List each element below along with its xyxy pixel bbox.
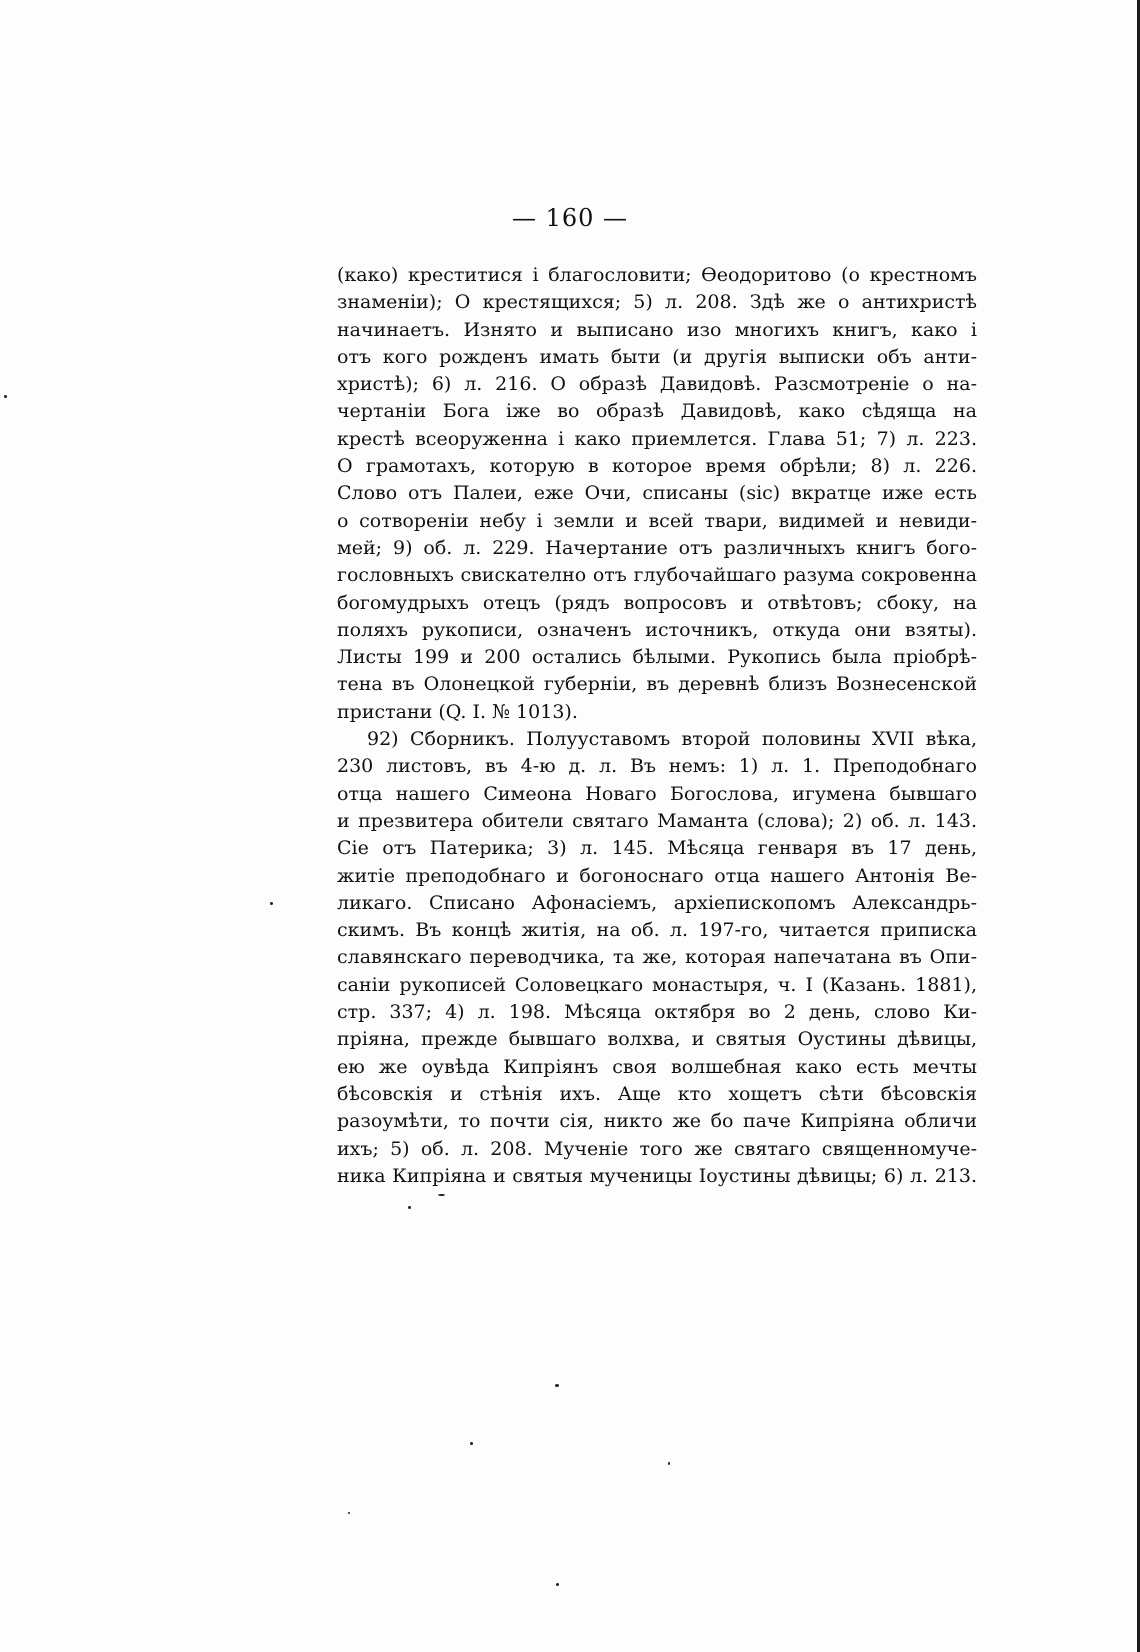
text-line: саніи рукописей Соловецкаго монастыря, ч. I (Казань. 1881), [337, 973, 977, 996]
text-line: 92) Сборникъ. Полууставомъ второй половины XVII вѣка, [367, 728, 977, 751]
body-text [337, 262, 977, 1190]
text-line: гословныхъ свискателно отъ глубочайшаго разума сокровенна [337, 564, 977, 587]
text-line: скимъ. Въ концѣ житія, на об. л. 197-го, читается приписка [337, 919, 977, 942]
text-line: крестѣ всеоруженна і како приемлется. Глава 51; 7) л. 223. [337, 427, 977, 450]
text-line: стр. 337; 4) л. 198. Мѣсяца октября во 2 день, слово Ки- [337, 1001, 977, 1024]
page-number: — 160 — [511, 204, 629, 232]
text-line: разоумѣти, то почти сія, никто же бо паче Кипріяна обличи [337, 1110, 977, 1133]
scan-speck [4, 395, 7, 398]
text-line: 230 листовъ, въ 4-ю д. л. Въ немъ: 1) л. 1. Преподобнаго [337, 755, 977, 778]
text-line: житіе преподобнаго и богоноснаго отца нашего Антонія Ве- [337, 864, 977, 887]
text-line: ликаго. Списано Афонасіемъ, архіепископомъ Александрь- [337, 891, 977, 914]
text-line: Листы 199 и 200 остались бѣлыми. Рукопись была пріобрѣ- [337, 646, 977, 669]
text-line: бѣсовскія и стѣнія ихъ. Аще кто хощетъ сѣти бѣсовскія [337, 1082, 977, 1105]
text-line: о сотвореніи небу і земли и всей твари, видимей и невиди- [337, 509, 977, 532]
text-line: ихъ; 5) об. л. 208. Мученіе того же святаго священномуче- [337, 1137, 977, 1160]
scan-speck [438, 1194, 445, 1196]
text-line: начинаетъ. Изнято и выписано изо многихъ книгъ, како і [337, 318, 977, 341]
text-line: отъ кого рожденъ имать быти (и другія выписки объ анти- [337, 345, 977, 368]
text-line: пристани (Q. I. № 1013). [337, 700, 578, 723]
text-line: поляхъ рукописи, означенъ источникъ, откуда они взяты). [337, 618, 977, 641]
text-line: Слово отъ Палеи, еже Очи, списаны (sic) вкратцe иже есть [337, 482, 977, 505]
scan-speck [470, 1442, 473, 1445]
text-line: мей; 9) об. л. 229. Начертание отъ различныхъ книгъ бого- [337, 536, 977, 559]
text-line: славянскаго переводчика, та же, которая напечатана въ Опи- [337, 946, 977, 969]
scan-speck [348, 1512, 350, 1514]
text-line: богомудрыхъ отецъ (рядъ вопросовъ и отвѣтовъ; сбоку, на [337, 591, 977, 614]
text-line: знаменіи); О крестящихся; 5) л. 208. Здѣ же о антихристѣ [337, 291, 977, 314]
text-line: ею же оувѣда Кипріянъ своя волшебная како есть мечты [337, 1055, 977, 1078]
text-line: отца нашего Симеона Новаго Богослова, игумена бывшаго [337, 782, 977, 805]
text-line: пріяна, прежде бывшаго волхва, и святыя Оустины дѣвицы, [337, 1028, 977, 1051]
scan-speck [555, 1384, 559, 1387]
scan-speck [270, 902, 273, 905]
text-line: ника Кипріяна и святыя мученицы Іоустины дѣвицы; 6) л. 213. [337, 1164, 977, 1187]
text-line: О грамотахъ, которую в которое время обрѣли; 8) л. 226. [337, 455, 977, 478]
text-line: чертаніи Бога іже во образѣ Давидовѣ, како сѣдяща на [337, 400, 977, 423]
scan-speck [408, 1206, 411, 1209]
text-line: христѣ); 6) л. 216. О образѣ Давидовѣ. Разсмотреніе о на- [337, 373, 977, 396]
text-line: тена въ Олонецкой губерніи, въ деревнѣ близъ Вознесенской [337, 673, 977, 696]
text-line: и презвитера обители святаго Маманта (слова); 2) об. л. 143. [337, 809, 977, 832]
text-line: Сіе отъ Патерика; 3) л. 145. Мѣсяца генваря въ 17 день, [337, 837, 977, 860]
scan-speck [668, 1462, 670, 1465]
scan-speck [556, 1583, 559, 1586]
text-line: (како) креститися і благословити; Ѳеодоритово (о крестномъ [337, 264, 977, 286]
